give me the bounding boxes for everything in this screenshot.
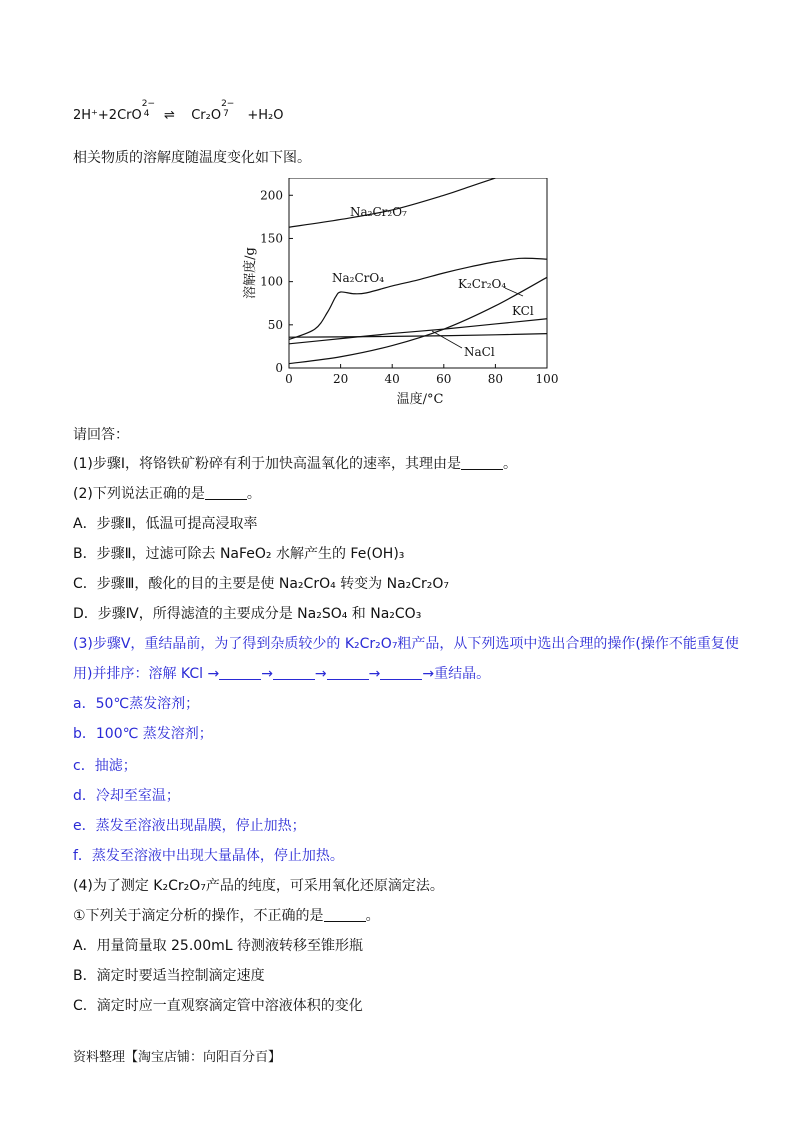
label-na2cro4: Na₂CrO₄ bbox=[332, 271, 385, 285]
y-tick-label: 150 bbox=[260, 231, 283, 246]
x-tick-label: 80 bbox=[487, 372, 504, 386]
question-4: (4)为了测定 K₂Cr₂O₇产品的纯度，可采用氧化还原滴定法。 bbox=[73, 878, 444, 894]
q4-option-b: B．滴定时要适当控制滴定速度 bbox=[73, 968, 265, 984]
q3-option-c: c．抽滤； bbox=[73, 758, 137, 774]
x-tick-label: 60 bbox=[436, 372, 452, 386]
question-3-line1: (3)步骤Ⅴ，重结晶前，为了得到杂质较少的 K₂Cr₂O₇粗产品，从下列选项中选出合理的操作(操作不能重复使 bbox=[73, 636, 739, 652]
footer-note: 资料整理【淘宝店铺：向阳百分百】 bbox=[73, 1050, 282, 1065]
answer-blank[interactable] bbox=[327, 665, 369, 680]
answer-blank[interactable] bbox=[273, 665, 315, 680]
x-axis-label: 温度/°C bbox=[396, 392, 444, 407]
q2-option-d: D．步骤Ⅳ，所得滤渣的主要成分是 Na₂SO₄ 和 Na₂CO₃ bbox=[73, 606, 422, 622]
question-2: (2)下列说法正确的是 。 bbox=[73, 486, 261, 502]
y-tick-label: 50 bbox=[267, 317, 283, 332]
answer-blank[interactable] bbox=[461, 455, 503, 470]
x-tick-label: 40 bbox=[384, 372, 400, 386]
label-nacl: NaCl bbox=[464, 345, 495, 359]
q3-option-a: a．50℃蒸发溶剂； bbox=[73, 696, 200, 712]
please-answer: 请回答： bbox=[73, 427, 129, 443]
answer-blank[interactable] bbox=[380, 665, 422, 680]
q2-option-c: C．步骤Ⅲ，酸化的目的主要是使 Na₂CrO₄ 转变为 Na₂Cr₂O₇ bbox=[73, 576, 450, 592]
answer-blank[interactable] bbox=[205, 485, 247, 500]
q3-option-f: f．蒸发至溶液中出现大量晶体，停止加热。 bbox=[73, 848, 344, 864]
x-tick-label: 100 bbox=[535, 372, 559, 386]
q3-option-d: d．冷却至室温； bbox=[73, 788, 180, 804]
y-tick-label: 100 bbox=[260, 274, 283, 289]
q4-option-c: C．滴定时应一直观察滴定管中溶液体积的变化 bbox=[73, 998, 363, 1014]
answer-blank[interactable] bbox=[219, 665, 261, 680]
reaction-equation: 2H⁺+2CrO 2− 4 ⇌ Cr₂O 2− 7 +H₂O bbox=[73, 99, 284, 123]
y-tick-label: 0 bbox=[275, 361, 283, 375]
pointer-nacl bbox=[432, 331, 462, 348]
q3-option-b: b．100℃ 蒸发溶剂； bbox=[73, 726, 213, 742]
q4-option-a: A．用量筒量取 25.00mL 待测液转移至锥形瓶 bbox=[73, 938, 363, 954]
q2-option-b: B．步骤Ⅱ，过滤可除去 NaFeO₂ 水解产生的 Fe(OH)₃ bbox=[73, 546, 405, 562]
y-tick-label: 200 bbox=[260, 188, 283, 203]
equilibrium-arrow-icon: ⇌ bbox=[164, 108, 175, 123]
solubility-chart bbox=[240, 178, 570, 410]
question-1: (1)步骤Ⅰ，将铬铁矿粉碎有利于加快高温氧化的速率，其理由是 。 bbox=[73, 456, 517, 472]
question-4-1: ①下列关于滴定分析的操作，不正确的是 。 bbox=[73, 908, 380, 924]
series-line-3 bbox=[289, 319, 547, 344]
q2-option-a: A．步骤Ⅱ，低温可提高浸取率 bbox=[73, 516, 258, 532]
x-tick-label: 20 bbox=[332, 372, 349, 386]
intro-text: 相关物质的溶解度随温度变化如下图。 bbox=[73, 150, 311, 166]
question-3-line2: 用)并排序：溶解 KCl → → → → →重结晶。 bbox=[73, 666, 491, 682]
label-k2cr2o4: K₂Cr₂O₄ bbox=[458, 277, 507, 291]
series-line-0 bbox=[289, 178, 495, 227]
series-line-4 bbox=[289, 334, 547, 338]
label-na2cr2o7: Na₂Cr₂O₇ bbox=[350, 205, 407, 219]
answer-blank[interactable] bbox=[324, 907, 366, 922]
y-axis-label: 溶解度/g bbox=[243, 247, 258, 299]
q3-option-e: e．蒸发至溶液出现晶膜，停止加热； bbox=[73, 818, 306, 834]
series-line-2 bbox=[289, 277, 547, 363]
x-tick-label: 0 bbox=[285, 372, 293, 386]
label-kcl: KCl bbox=[512, 304, 534, 318]
